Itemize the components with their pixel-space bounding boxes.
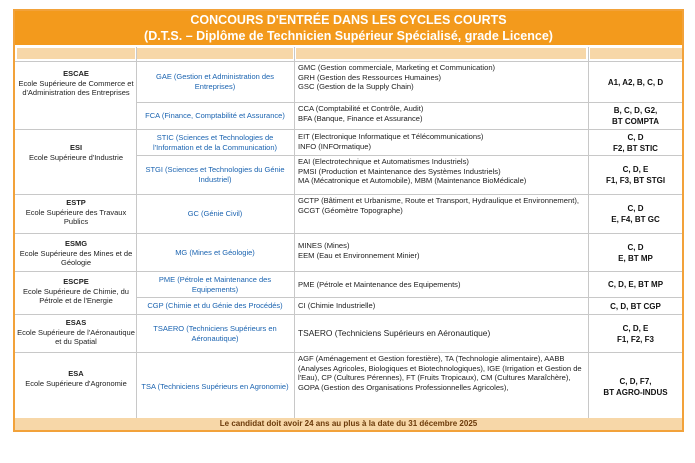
table-header xyxy=(15,11,682,45)
options-pme: PME (Pétrole et Maintenance des Equipements) xyxy=(298,280,461,289)
bac-gc: C, D E, F4, BT GC xyxy=(611,204,660,224)
age-condition-footer: Le candidat doit avoir 24 ans au plus à la date du 31 décembre 2025 xyxy=(15,418,682,430)
options-stgi: EAI (Electrotechnique et Automatismes Industriels) PMSI (Production et Maintenance des Systèmes Industriels) MA (Mécatronique et Automobile), MBM (Maintenance BioMédicale) xyxy=(298,157,527,186)
bac-stgi: C, D, E F1, F3, BT STGI xyxy=(605,165,666,185)
divider xyxy=(15,233,682,234)
school-esas: ESAS Ecole Supérieure de l'Aéronautique et du Spatial xyxy=(17,318,135,346)
options-cgp: CI (Chimie Industrielle) xyxy=(298,301,376,310)
options-stic: EIT (Electronique Informatique et Télécommunications) INFO (INFOrmatique) xyxy=(298,132,484,151)
options-tsa: AGF (Aménagement et Gestion forestière), TA (Technologie alimentaire), AABB (Analyses Agricoles, Biologiques et Biotechnologiques), IGE (Irrigation et Gestion de l'Eau), CP (Cultures Pérennes), FT (Fruits Tropicaux), CM (Cultures Maraîchère), GOPA (Gestion des Organisations Professionnelles Agricoles), xyxy=(298,354,582,392)
options-tsaero: TSAERO (Techniciens Supérieurs en Aéronautique) xyxy=(298,329,491,338)
bac-fca: B, C, D, G2, BT COMPTA xyxy=(612,106,659,126)
bac-pme: C, D, E, BT MP xyxy=(607,280,664,289)
filiere-mg: MG (Mines et Géologie) xyxy=(175,247,255,257)
filiere-pme: PME (Pétrole et Maintenance des Equipements) xyxy=(158,274,272,294)
bac-tsa: C, D, F7, BT AGRO-INDUS xyxy=(603,376,668,397)
filiere-gae: GAE (Gestion et Administration des Entreprises) xyxy=(156,72,274,91)
bac-tsaero: C, D, E F1, F2, F3 xyxy=(617,323,654,344)
divider xyxy=(15,271,682,272)
filiere-cgp: CGP (Chimie et du Génie des Procédés) xyxy=(147,301,283,310)
options-gc: GCTP (Bâtiment et Urbanisme, Route et Transport, Hydraulique et Environnement), GCGT (Géomètre Topographe) xyxy=(298,196,579,215)
bac-stic: C, D F2, BT STIC xyxy=(613,132,658,153)
bac-gae: A1, A2, B, C, D xyxy=(607,77,664,87)
column-header-bac xyxy=(590,48,682,59)
table-title: CONCOURS D'ENTRÉE DANS LES CYCLES COURTS xyxy=(190,13,507,27)
divider xyxy=(15,314,682,315)
column-header-filiere xyxy=(137,48,293,59)
divider xyxy=(15,194,682,195)
column-header-school xyxy=(17,48,135,59)
school-esi: ESI Ecole Supérieure d'Industrie xyxy=(29,143,123,162)
school-escae: ESCAE Ecole Supérieure de Commerce et d'Administration des Entreprises xyxy=(18,69,134,97)
filiere-stgi: STGI (Sciences et Technologies du Génie Industriel) xyxy=(145,165,285,184)
bac-cgp: C, D, BT CGP xyxy=(610,301,661,311)
filiere-stic: STIC (Sciences et Technologies de l'Information et de la Communication) xyxy=(153,132,277,152)
divider xyxy=(15,352,682,353)
filiere-gc: GC (Génie Civil) xyxy=(187,209,243,218)
column-header-options xyxy=(296,48,586,59)
options-mg: MINES (Mines) EEM (Eau et Environnement Minier) xyxy=(298,241,420,260)
school-esa: ESA Ecole Supérieure d'Agronomie xyxy=(25,369,127,388)
divider xyxy=(15,129,682,130)
options-fca: CCA (Comptabilité et Contrôle, Audit) BFA (Banque, Finance et Assurance) xyxy=(298,104,424,123)
table-subtitle: (D.T.S. – Diplôme de Technicien Supérieur Spécialisé, grade Licence) xyxy=(144,29,553,43)
options-gae: GMC (Gestion commerciale, Marketing et Communication) GRH (Gestion des Ressources Humaines) GSC (Gestion de la Supply Chain) xyxy=(298,63,496,92)
concours-table xyxy=(13,9,684,432)
school-estp: ESTP Ecole Supérieure des Travaux Publics xyxy=(25,198,127,226)
bac-mg: C, D E, BT MP xyxy=(618,242,653,263)
school-esmg: ESMG Ecole Supérieure des Mines et de Géologie xyxy=(19,239,133,267)
divider xyxy=(15,61,682,62)
school-escpe: ESCPE Ecole Supérieure de Chimie, du Pétrole et de l'Energie xyxy=(23,277,129,305)
filiere-fca: FCA (Finance, Comptabilité et Assurance) xyxy=(145,111,285,120)
filiere-tsaero: TSAERO (Techniciens Supérieurs en Aéronautique) xyxy=(153,323,277,343)
filiere-tsa: TSA (Techniciens Supérieurs en Agronomie) xyxy=(141,381,289,391)
